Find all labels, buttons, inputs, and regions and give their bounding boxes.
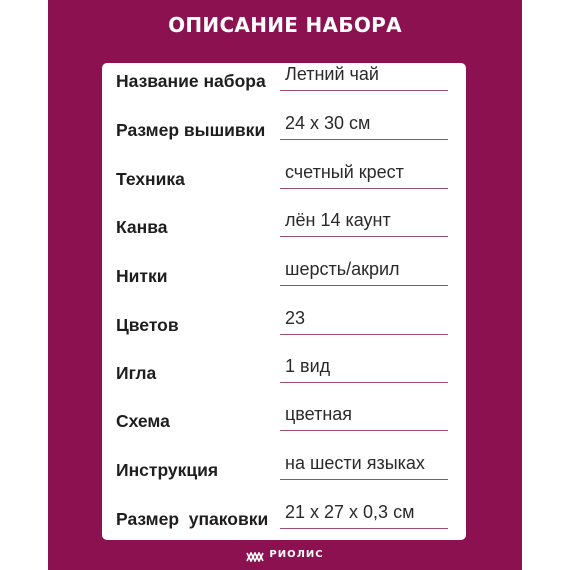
row-underline: [280, 430, 448, 431]
row-label: Инструкция: [116, 460, 219, 480]
row-label: Канва: [116, 217, 168, 237]
row-underline: [280, 188, 448, 189]
row-label: Техника: [116, 169, 185, 189]
riolis-logo-icon: [246, 549, 264, 559]
brand-footer: [48, 546, 522, 562]
row-value: 24 х 30 см: [285, 113, 371, 133]
row-instructions: [102, 452, 466, 501]
brand-name: РИОЛИС: [269, 548, 324, 560]
row-value: Летний чай: [285, 64, 379, 84]
row-underline: [280, 334, 448, 335]
row-underline: [280, 90, 448, 91]
row-value: 21 х 27 х 0,3 см: [285, 502, 415, 522]
row-canvas: [102, 209, 466, 258]
row-underline: [280, 479, 448, 480]
row-needle: [102, 355, 466, 404]
row-value: на шести языках: [285, 453, 425, 473]
row-label: Название набора: [116, 71, 266, 91]
row-value: счетный крест: [285, 162, 404, 182]
row-label: Схема: [116, 411, 170, 431]
row-label: Игла: [116, 363, 157, 383]
product-frame: [48, 0, 522, 570]
row-threads: [102, 258, 466, 307]
row-value: шерсть/акрил: [285, 259, 400, 279]
row-label: Размер вышивки: [116, 120, 266, 140]
row-underline: [280, 285, 448, 286]
row-colors: [102, 307, 466, 356]
row-label: Цветов: [116, 315, 179, 335]
row-label: Нитки: [116, 266, 168, 286]
row-label: Размер упаковки: [116, 509, 269, 529]
description-card: [102, 63, 466, 540]
row-embroidery-size: [102, 112, 466, 161]
row-set-name: [102, 63, 466, 112]
row-underline: [280, 139, 448, 140]
row-underline: [280, 382, 448, 383]
row-underline: [280, 236, 448, 237]
row-technique: [102, 161, 466, 210]
row-value: 23: [285, 308, 306, 328]
row-underline: [280, 528, 448, 529]
page-title: ОПИСАНИЕ НАБОРА: [168, 13, 402, 37]
row-package-size: [102, 501, 466, 550]
row-value: 1 вид: [285, 356, 331, 376]
row-chart: [102, 403, 466, 452]
row-value: лён 14 каунт: [285, 210, 391, 230]
row-value: цветная: [285, 404, 353, 424]
